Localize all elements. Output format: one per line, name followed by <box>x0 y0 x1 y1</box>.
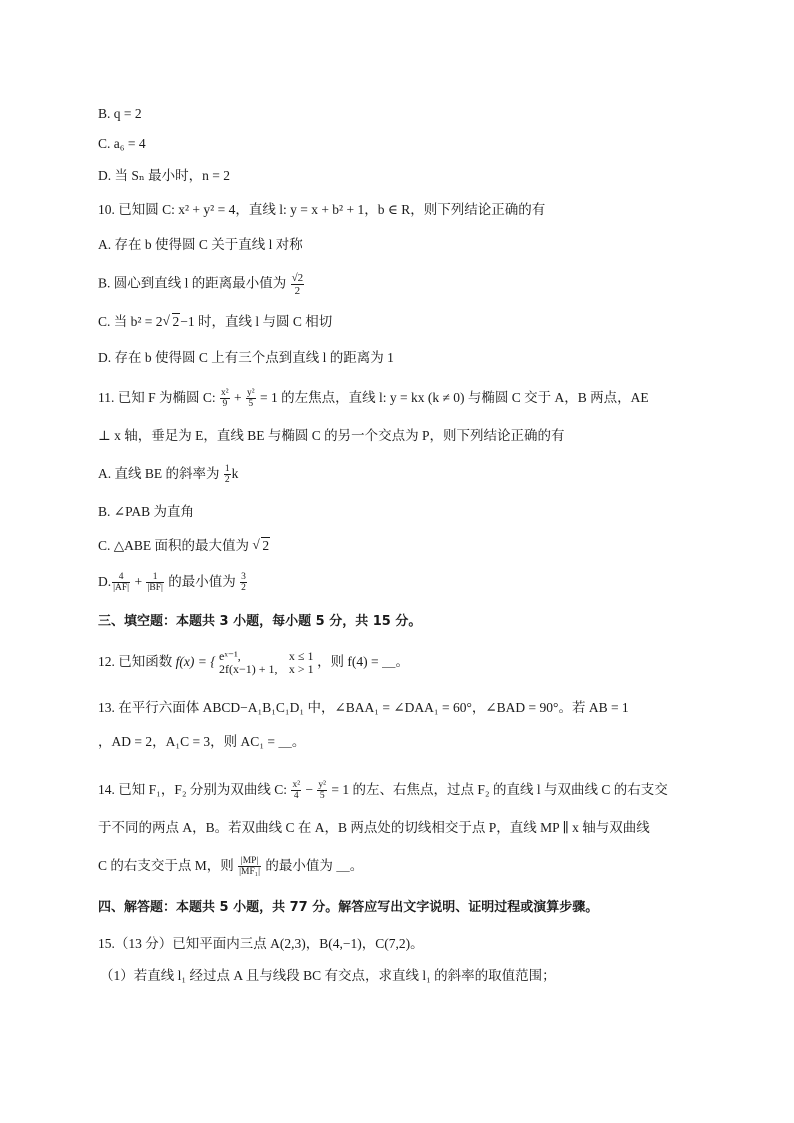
q11-d-fraction2 <box>146 572 163 593</box>
q11-d-fraction3 <box>240 572 247 593</box>
q11-fy-num: y² <box>247 388 255 399</box>
q11-a-fraction <box>224 464 231 485</box>
q10-c-radicand: 2 <box>172 314 180 329</box>
q14-fy-den: 5 <box>319 791 325 802</box>
q11-d-f3-den: 2 <box>241 583 246 594</box>
q10-option-c <box>98 312 332 332</box>
q14-fy-num: y² <box>318 780 327 791</box>
q14-fx-den: 4 <box>293 791 299 802</box>
q15-stem: 15.（13 分）已知平面内三点 A(2,3)，B(4,−1)，C(7,2)。 <box>98 936 424 951</box>
q14-minus: − <box>305 782 314 797</box>
q9-option-d: D. 当 Sₙ 最小时，n = 2 <box>98 168 230 183</box>
q9-option-b: B. q = 2 <box>98 106 142 121</box>
q10-option-b-fraction <box>291 272 305 297</box>
q10-b-den: 2 <box>294 285 301 297</box>
q11-option-c <box>98 536 270 556</box>
q12-case1-cond: x ≤ 1 <box>288 649 314 663</box>
q14-line3 <box>98 856 363 877</box>
q14-line3-post: 的最小值为 ＿。 <box>265 858 364 873</box>
q11-d-f2-num: 1 <box>146 572 163 583</box>
q15-part1: （1）若直线 l₁ 经过点 A 且与线段 BC 有交点，求直线 l₁ 的斜率的取值范围； <box>100 968 556 983</box>
section-3-heading: 三、填空题：本题共 3 小题，每小题 5 分，共 15 分。 <box>98 614 422 629</box>
q11-stem-line2: ⊥ x 轴，垂足为 E，直线 BE 与椭圆 C 的另一个交点为 P，则下列结论正确的有 <box>98 428 565 443</box>
q11-a-num: 1 <box>224 464 230 475</box>
q14-line2: 于不同的两点 A，B。若双曲线 C 在 A，B 两点处的切线相交于点 P，直线 MP ∥ x 轴与双曲线 <box>98 820 650 835</box>
q12-case2-expr: 2f(x−1) + 1, <box>219 662 278 676</box>
q11-d-pre: D. <box>98 574 112 589</box>
q11-d-mid: 的最小值为 <box>168 574 236 589</box>
q11-fx-num: x² <box>221 388 229 399</box>
q11-d-f3-num: 3 <box>241 572 246 583</box>
q14-fraction-x <box>291 780 301 801</box>
q12-post: ，则 f(4) = ＿。 <box>317 654 410 670</box>
q11-d-f1-den: |AF| <box>113 583 130 594</box>
q11-option-a <box>98 464 238 485</box>
q12-case1-expr: eˣ⁻¹, <box>219 649 241 663</box>
q11-plus: + <box>234 390 242 405</box>
q11-fy-den: 5 <box>248 399 254 410</box>
q11-d-f1-num: 4 <box>112 572 130 583</box>
q11-option-d: D. $\frac{4}{|AF|}$ + $\frac{1}{|BF|}$ 的最小值为 $\frac{3}{2}$ <box>98 572 246 594</box>
q10-option-d: D. 存在 b 使得圆 C 上有三个点到直线 l 的距离为 1 <box>98 350 394 365</box>
q12 <box>98 650 409 676</box>
q11-stem-pre: 11. 已知 F 为椭圆 C: <box>98 390 216 405</box>
q10-c-post: −1 时，直线 l 与圆 C 相切 <box>180 314 333 329</box>
q14-line3-pre: C 的右支交于点 M，则 <box>98 858 234 873</box>
q14-ratio-den: |MF₁| <box>239 867 260 878</box>
q11-option-b: B. ∠PAB 为直角 <box>98 504 194 519</box>
q14-ratio-fraction <box>238 856 261 877</box>
q10-c-sqrt <box>163 312 181 332</box>
q11-a-den: 2 <box>224 475 230 486</box>
q11-d-fraction1 <box>112 572 130 593</box>
q12-case2-cond: x > 1 <box>288 662 314 676</box>
q11-d-f2-den: |BF| <box>147 583 163 594</box>
q11-fx-den: 9 <box>222 399 228 410</box>
q14-fraction-y <box>317 780 327 801</box>
q13-line2: ，AD = 2，A₁C = 3，则 AC₁ = ＿。 <box>98 734 306 749</box>
q11-c-pre: C. △ABE 面积的最大值为 <box>98 538 250 553</box>
q10-option-a: A. 存在 b 使得圆 C 关于直线 l 对称 <box>98 237 303 252</box>
q14-pre: 14. 已知 F₁，F₂ 分别为双曲线 C: <box>98 782 288 797</box>
q10-option-b-text: B. 圆心到直线 l 的距离最小值为 <box>98 275 287 291</box>
q10-option-b <box>98 272 305 297</box>
q11-fraction-x <box>220 388 230 409</box>
q11-c-radicand: 2 <box>262 538 270 553</box>
q14-post: = 1 的左、右焦点，过点 F₂ 的直线 l 与双曲线 C 的右支交 <box>331 782 668 797</box>
q13-line1: 13. 在平行六面体 ABCD−A₁B₁C₁D₁ 中，∠BAA₁ = ∠DAA₁ = 60°，∠BAD = 90°。若 AB = 1 <box>98 700 629 715</box>
q10-c-pre: C. 当 b² = 2 <box>98 314 163 329</box>
q14-fx-num: x² <box>292 780 301 791</box>
q14-ratio-num: |MP| <box>238 856 261 867</box>
q14-line1 <box>98 780 668 801</box>
q11-a-pre: A. 直线 BE 的斜率为 <box>98 466 220 481</box>
q12-piecewise-cond <box>289 650 314 676</box>
q11-stem-line1 <box>98 388 649 409</box>
q9-option-c: C. a₆ = 4 <box>98 136 146 151</box>
q11-stem-post: = 1 的左焦点，直线 l: y = kx (k ≠ 0) 与椭圆 C 交于 A，B 两点，AE <box>259 390 649 405</box>
q11-a-post: k <box>231 466 239 481</box>
q11-c-sqrt <box>252 536 270 556</box>
q12-pre: 12. 已知函数 <box>98 654 173 670</box>
q12-fx: f(x) = { <box>175 654 216 670</box>
q10-stem: 10. 已知圆 C: x² + y² = 4，直线 l: y = x + b² + 1，b ∈ R，则下列结论正确的有 <box>98 202 546 217</box>
q11-fraction-y <box>246 388 256 409</box>
q12-piecewise-expr <box>219 650 278 676</box>
q10-b-num: √2 <box>291 272 304 284</box>
section-4-heading: 四、解答题：本题共 5 小题，共 77 分。解答应写出文字说明、证明过程或演算步骤。 <box>98 900 599 915</box>
